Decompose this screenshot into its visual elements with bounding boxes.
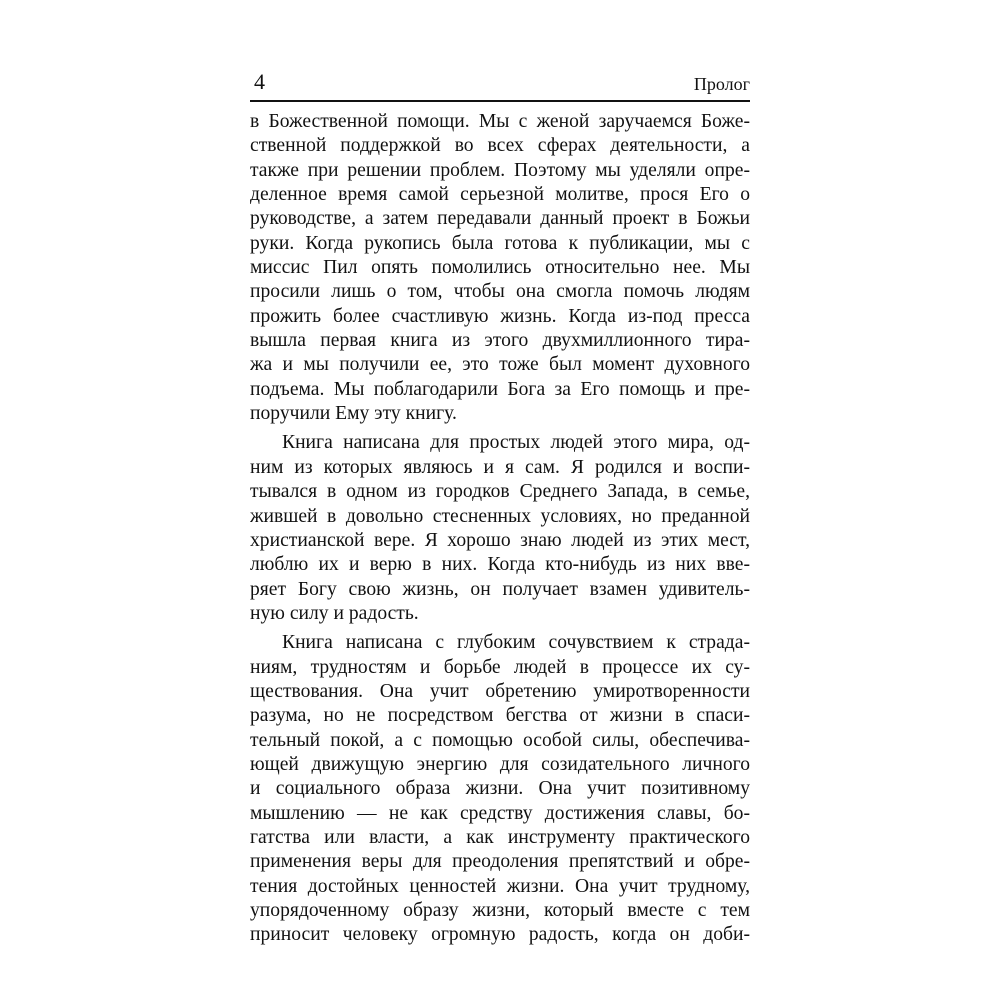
body-text <box>250 110 750 948</box>
text-line: Книга написана для простых людей этого мира, од- <box>282 432 750 454</box>
text-line: ющей движущую энергию для созидательного личного <box>250 753 750 775</box>
text-line: христианской вере. Я хорошо знаю людей из этих мест, <box>250 529 750 551</box>
text-line: также при решении проблем. Поэтому мы уделяли опре- <box>250 159 750 181</box>
text-line: прожить более счастливую жизнь. Когда из-под пресса <box>250 305 750 327</box>
text-line: жа и мы получили ее, это тоже был момент духовного <box>250 354 750 376</box>
text-line: ственной поддержкой во всех сферах деятельности, а <box>250 135 750 157</box>
page-header <box>250 66 750 102</box>
text-line: ниям, трудностям и борьбе людей в процессе их су- <box>250 656 750 678</box>
text-line: ную силу и радость. <box>250 602 419 624</box>
text-line: руководстве, а затем передавали данный проект в Божьи <box>250 208 750 230</box>
text-line: упорядоченному образу жизни, который вместе с тем <box>250 900 750 921</box>
running-title: Пролог <box>693 74 750 94</box>
text-line: в Божественной помощи. Мы с женой заручаемся Боже- <box>250 111 750 132</box>
paragraph-2 <box>250 431 750 626</box>
text-line: ществования. Она учит обретению умиротворенности <box>250 680 750 702</box>
text-line: ряет Богу свою жизнь, он получает взамен удивитель- <box>250 578 750 600</box>
text-line: разума, но не посредством бегства от жизни в спаси- <box>250 705 750 727</box>
text-line: подъема. Мы поблагодарили Бога за Его помощь и пре- <box>250 378 750 400</box>
text-line: поручили Ему эту книгу. <box>250 403 457 425</box>
text-line: жившей в довольно стесненных условиях, но преданной <box>250 505 750 527</box>
page-number: 4 <box>254 69 265 94</box>
text-line: применения веры для преодоления препятствий и обре- <box>250 851 750 873</box>
text-line: деленное время самой серьезной молитве, прося Его о <box>250 184 750 206</box>
text-line: тывался в одном из городков Среднего Запада, в семье, <box>250 481 750 503</box>
text-line: тения достойных ценностей жизни. Она учит трудному, <box>250 875 750 897</box>
text-line: вышла первая книга из этого двухмиллионного тира- <box>250 330 750 352</box>
text-line: просили лишь о том, чтобы она смогла помочь людям <box>250 281 750 303</box>
text-line: мышлению — не как средству достижения славы, бо- <box>250 802 750 824</box>
text-line: ним из которых являюсь и я сам. Я родился и воспи- <box>250 456 750 478</box>
text-line: люблю их и верю в них. Когда кто-нибудь из них вве- <box>250 554 750 576</box>
text-line: Книга написана с глубоким сочувствием к страда- <box>282 632 750 654</box>
paragraph-1 <box>250 110 750 426</box>
text-line: миссис Пил опять помолились относительно нее. Мы <box>250 257 750 279</box>
text-line: приносит человеку огромную радость, когда он доби- <box>250 924 750 946</box>
text-line: и социального образа жизни. Она учит позитивному <box>250 778 750 800</box>
paragraph-3 <box>250 631 750 947</box>
text-line: руки. Когда рукопись была готова к публикации, мы с <box>250 232 750 254</box>
text-line: гатства или власти, а как инструменту практического <box>250 826 750 848</box>
text-line: тельный покой, а с помощью особой силы, обеспечива- <box>250 729 750 751</box>
